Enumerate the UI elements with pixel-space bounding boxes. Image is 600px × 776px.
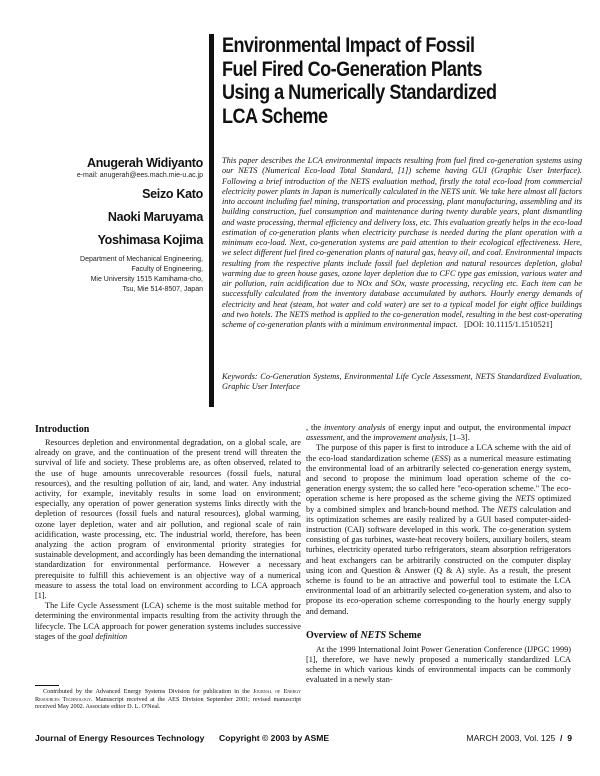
title-line: Using a Numerically Standardized [222, 81, 497, 104]
paragraph-text: , and the [342, 433, 374, 443]
affiliation [10, 255, 203, 295]
affiliation-line: Faculty of Engineering, [131, 266, 203, 273]
page-number: 9 [567, 733, 572, 743]
footnote-text: Contributed by the Advanced Energy Systems Division for publication in the [43, 688, 253, 695]
paragraph-text: optimized by a combined simplex and branch-bound method. The [306, 494, 571, 514]
paragraph: At the 1999 International Joint Power Generation Conference (IJPGC 1999) [1], therefore, we have newly proposed a numerically standardized LCA scheme in which various kinds of environmental impacts can be commonly evaluated in a newly stan- [306, 644, 571, 685]
paragraph-text: , the [306, 423, 325, 432]
footnote-text: . Manuscript received at the AES Division September 2001; revised manuscript received May 2002. Associate editor D. L. O'Neal. [35, 695, 301, 711]
emphasis-text: NETS [497, 504, 517, 514]
emphasis-text: inventory analysis [324, 423, 386, 432]
paragraph-text: The Life Cycle Assessment (LCA) scheme is the most suitable method for determining the environmental impacts resulting from the activity through the lifecycle. The LCA approach for power generation systems includes successive stages of the [35, 601, 301, 641]
paragraph-text: calculation and its optimization schemes are easily realized by a GUI based computer-aided-instruction (CAI) software developed in this work. The co-generation system consisting of gas turbines, waste-heat recovery boilers, auxiliary boilers, steam turbines, electricity operated turbo refrigerators, steam absorption refrigerators and heat exchangers can be arbitrarily constructed on the computer display using icon and Question & Answer (Q & A) style. As a result, the present scheme is found to be an attractive and powerful tool to estimate the LCA environmental load of an arbitrarily selected co-generation system, and also to propose its eco-operation scheme corresponding to the hourly energy supply and demand. [306, 504, 571, 616]
footer-copyright: Copyright © 2003 by ASME [219, 733, 330, 743]
author-block [10, 155, 203, 295]
author-email[interactable]: e-mail: anugerah@ees.mach.mie-u.ac.jp [76, 172, 203, 179]
page-footer [35, 733, 572, 745]
affiliation-line: Tsu, Mie 514-8507, Japan [122, 286, 203, 293]
emphasis-text: NETS [515, 494, 535, 504]
section-heading-overview [306, 629, 571, 642]
emphasis-text: ESS [434, 453, 448, 463]
paragraph [306, 443, 571, 616]
paragraph [35, 601, 301, 642]
paper-title [222, 34, 540, 128]
author-name: Naoki Maruyama [107, 210, 203, 224]
heading-text: Overview of [306, 629, 361, 641]
footer-separator: / [560, 733, 563, 743]
paragraph-text: The purpose of this paper is first to introduce a LCA scheme with the aid of the eco-load standardization scheme ( [306, 443, 571, 463]
title-line: Environmental Impact of Fossil [222, 34, 475, 57]
author-name: Seizo Kato [142, 187, 203, 201]
right-column [306, 423, 571, 686]
doi-link[interactable]: [DOI: 10.1115/1.1510521] [464, 320, 553, 329]
footer-issue [466, 733, 572, 743]
footnote-rule [35, 685, 59, 686]
author-name: Anugerah Widiyanto [86, 156, 203, 170]
paragraph-text: , [1–3]. [445, 433, 470, 443]
title-accent-bar [209, 34, 214, 407]
heading-text: Scheme [386, 629, 422, 641]
footer-issue-text: MARCH 2003, Vol. 125 [466, 733, 556, 743]
abstract [222, 156, 582, 330]
paragraph: Resources depletion and environmental degradation, on a global scale, are already on grave, and the continuation of the present trend will threaten the survival of life and society. These problems are, as often observed, related to the use of huge amounts unrecoverable resources (fossil fuels, natural resources), and the resulting pollution of air, land, and water. Any industrial activity, for example, inevitably results in some load on environment; especially, any operation of power generation systems links directly with the depletion of resources (fossil fuels and natural resources), global warming, ozone layer depletion, water and air pollution, and regional scale of rain acidification, waste processing, etc. The industrial world, therefore, has been analyzing the action program of environmental priority strategies for sustainable development, and accordingly has been demanding the international standardization for environmental performance. However a necessary prerequisite to fulfill this achievement is an objective way of a numerical measure to assess the total load on environment according to LCA approach [1]. [35, 438, 301, 601]
paragraph-text: of energy input and output, the environmental [385, 423, 549, 432]
left-column [35, 423, 301, 642]
paragraph [306, 423, 571, 443]
title-line: LCA Scheme [222, 104, 328, 128]
footnote [35, 688, 301, 711]
keywords: Keywords: Co-Generation Systems, Environmental Life Cycle Assessment, NETS Standardized Evaluation, Graphic User Interface [222, 372, 582, 392]
heading-emphasis: NETS [360, 629, 386, 641]
paragraph-text: ) as a numerical measure estimating the environmental load of an arbitrarily selected co-generation energy system, and second to propose the minimum load operation scheme of the co-generation energy system; the so called here "eco-operation scheme." The eco-operation scheme is here proposed as the scheme giving the [306, 453, 571, 504]
affiliation-line: Mie University 1515 Kamihama-cho, [90, 276, 203, 283]
abstract-text: This paper describes the LCA environmental impacts resulting from fuel fired co-generation systems using our NETS (Numerical Eco-load Total Standard, [1]) scheme having GUI (Graphic User Interface). Following a brief introduction of the NETS evaluation method, firstly the total eco-load from commercial electricity power plants in Japan is numerically calculated in the NETS unit. We take here almost all factors into account including fuel mining, transportation and processing, plant manufacturing, assembling and its building construction, fuel consumption and maintenance during twenty durable years, plant dismantling and waste processing, thermal efficiency and delivery loss, etc. This evaluation greatly helps in the eco-load estimation of co-generation plants when electricity purchase is needed during the plant operation with a minimum eco-load. Next, co-generation systems are paid attention to their ecological effectiveness. Here, we select different fuel fired co-generation plants of natural gas, heavy oil, and coal. Environmental impacts resulting from the respective plants include fossil fuel depletion and natural resources depletion, global warming due to green house gases, ozone layer depletion due to CFC type gas emission, various water and air pollution, rain acidification due to NOx and SOx, waste processing, recycling etc. Each item can be successfully calculated from the inventory database accumulated by authors. Hourly energy demands of electricity and heat (steam, hot water and cold water) are set to a typical model for eight office buildings and two hotels. The NETS method is applied to the co-generation model, resulting in the best cost-operating scheme of co-generation plants with a minimum environmental impact. [222, 156, 582, 329]
author-name: Yoshimasa Kojima [97, 233, 203, 247]
emphasis-text: goal definition [78, 631, 128, 641]
footer-journal: Journal of Energy Resources Technology [35, 733, 205, 743]
affiliation-line: Department of Mechanical Engineering, [80, 256, 203, 263]
footnote-journal: Journal of Energy Resources Technology [35, 688, 302, 703]
section-heading-introduction: Introduction [35, 424, 90, 435]
emphasis-text: impact assessment [306, 423, 571, 443]
title-line: Fuel Fired Co-Generation Plants [222, 57, 482, 81]
emphasis-text: improvement analysis [373, 433, 446, 443]
